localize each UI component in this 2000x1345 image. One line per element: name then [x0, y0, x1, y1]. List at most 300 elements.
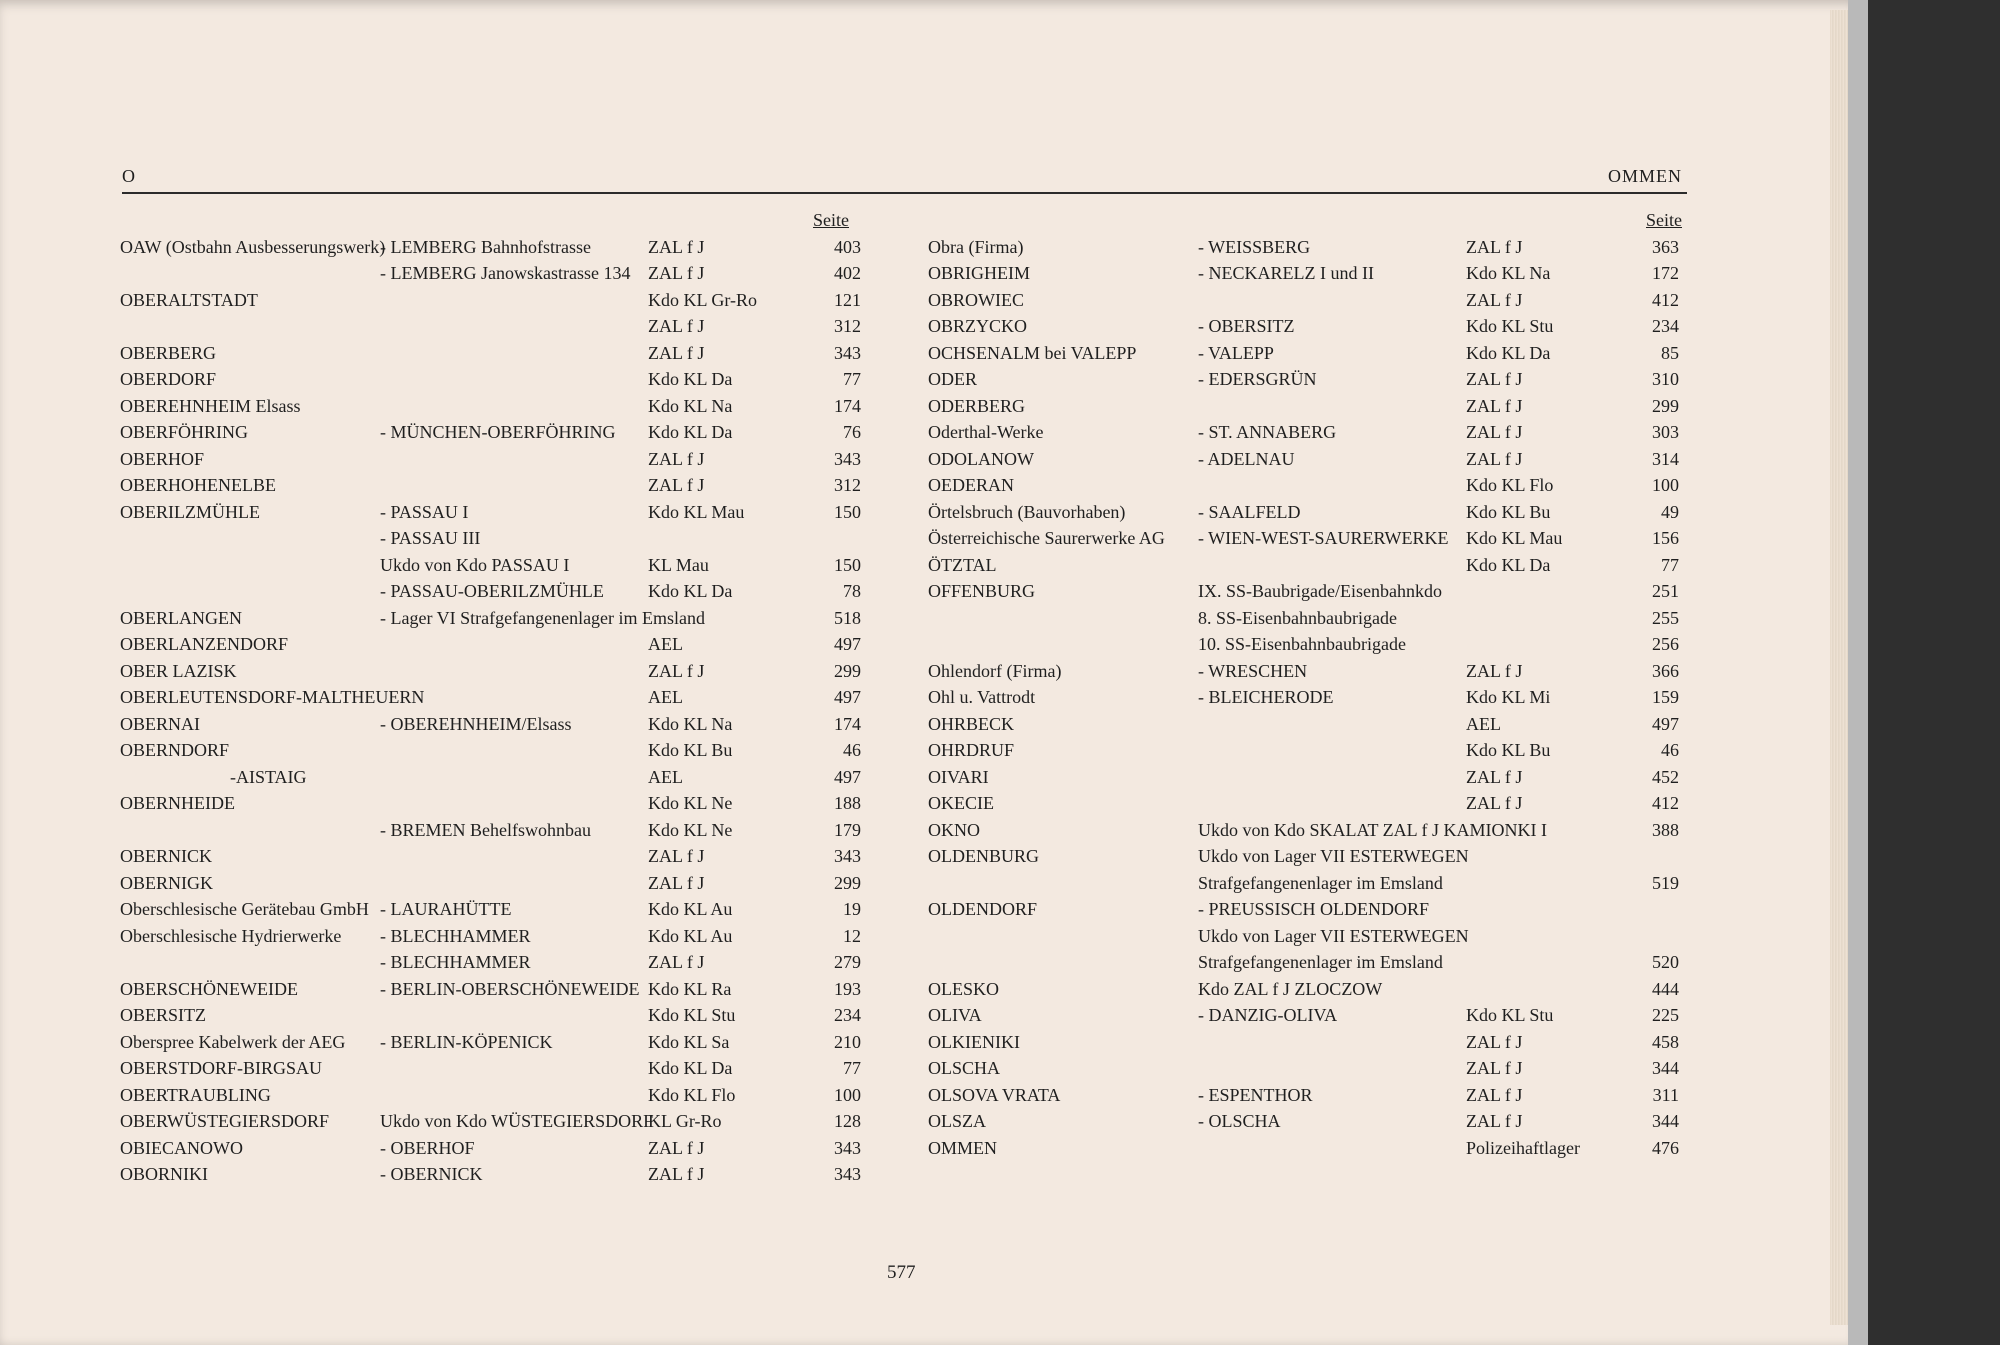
index-entry [120, 714, 875, 741]
entry-camp: Kdo KL Na [648, 395, 733, 416]
entry-name: OLSCHA [928, 1058, 1001, 1078]
entry-page: 156 [1652, 528, 1679, 548]
entry-name: OBERSCHÖNEWEIDE [120, 978, 298, 999]
entry-page: 344 [1652, 1058, 1679, 1078]
entry-page: 311 [1652, 1084, 1679, 1105]
entry-name: Österreichische Saurerwerke AG [928, 528, 1165, 548]
entry-name: OIVARI [928, 766, 989, 787]
entry-camp: AEL [648, 634, 683, 654]
index-entry [928, 263, 1703, 290]
entry-page: 77 [843, 1058, 861, 1078]
index-entry [928, 1085, 1703, 1112]
index-entry [928, 422, 1703, 449]
entry-location: - LEMBERG Bahnhofstrasse [380, 236, 591, 257]
entry-location: Strafgefangenenlager im Emsland [1198, 872, 1443, 893]
index-entry [120, 290, 875, 317]
entry-location: - BERLIN-KÖPENICK [380, 1031, 553, 1052]
index-entry [928, 502, 1703, 529]
index-entry [928, 343, 1703, 370]
entry-location: - VALEPP [1198, 342, 1274, 363]
entry-page: 458 [1652, 1031, 1679, 1052]
entry-name: OBORNIKI [120, 1164, 208, 1184]
entry-name: OMMEN [928, 1137, 998, 1158]
entry-page: 343 [834, 1137, 861, 1158]
index-entry [928, 369, 1703, 396]
entry-location: - LAURAHÜTTE [380, 899, 512, 919]
index-entry [928, 634, 1703, 661]
entry-page: 452 [1652, 766, 1679, 787]
entry-camp: Kdo KL Da [648, 369, 733, 389]
entry-page: 188 [834, 793, 861, 813]
entry-page: 159 [1652, 687, 1679, 707]
entry-name: OBERLANGEN [120, 607, 242, 628]
entry-page: 497 [834, 634, 861, 654]
header-letter: O [122, 166, 136, 186]
entry-location: - ADELNAU [1198, 448, 1295, 469]
entry-page: 299 [1652, 395, 1679, 416]
entry-camp: AEL [648, 766, 683, 787]
background [1868, 0, 2000, 1345]
entry-location: 8. SS-Eisenbahnbaubrigade [1198, 607, 1397, 628]
entry-location: - OBERSITZ [1198, 316, 1295, 336]
entry-name: ODER [928, 369, 977, 389]
entry-page: 299 [834, 660, 861, 681]
index-entry [928, 396, 1703, 423]
entry-location: - BLECHHAMMER [380, 925, 531, 946]
entry-page: 19 [843, 899, 861, 919]
entry-camp: Kdo KL Gr-Ro [648, 289, 757, 310]
entry-camp: Kdo KL Ra [648, 978, 732, 999]
entry-name: OBERLEUTENSDORF-MALTHEUERN [120, 687, 425, 707]
entry-camp: Kdo KL Mi [1466, 687, 1551, 707]
entry-camp: Kdo KL Stu [648, 1005, 736, 1025]
entry-camp: Kdo KL Ne [648, 819, 733, 840]
entry-name: OBERNIGK [120, 872, 213, 893]
index-entry [928, 316, 1703, 343]
entry-camp: Polizeihaftlager [1466, 1137, 1580, 1158]
entry-page: 366 [1652, 660, 1679, 681]
header-rule [122, 192, 1687, 194]
entry-location: Ukdo von Lager VII ESTERWEGEN [1198, 846, 1469, 866]
index-entry [928, 793, 1703, 820]
entry-name: OBERHOF [120, 448, 205, 469]
index-entry [928, 740, 1703, 767]
entry-camp: Kdo KL Flo [648, 1084, 736, 1105]
index-entry [928, 1111, 1703, 1138]
entry-location: - WRESCHEN [1198, 660, 1308, 681]
entry-camp: ZAL f J [648, 316, 705, 336]
entry-camp: ZAL f J [1466, 236, 1523, 257]
entry-name: OBERTRAUBLING [120, 1084, 271, 1105]
index-entry [120, 502, 875, 529]
index-entry [120, 873, 875, 900]
index-entry [120, 1085, 875, 1112]
entry-camp: AEL [1466, 713, 1501, 734]
entry-page: 234 [834, 1005, 861, 1025]
entry-camp: ZAL f J [648, 475, 705, 495]
entry-camp: ZAL f J [648, 448, 705, 469]
entry-page: 46 [1661, 740, 1679, 760]
index-entry [120, 820, 875, 847]
index-entry [120, 1164, 875, 1191]
entry-page: 497 [834, 687, 861, 707]
entry-camp: Kdo KL Stu [1466, 1005, 1554, 1025]
index-entry [928, 767, 1703, 794]
entry-name: OAW (Ostbahn Ausbesserungswerk) [120, 236, 386, 257]
entry-page: 12 [843, 925, 861, 946]
entry-page: 497 [1652, 713, 1679, 734]
entry-page: 412 [1652, 793, 1679, 813]
entry-page: 279 [834, 952, 861, 972]
entry-page: 312 [834, 316, 861, 336]
entry-page: 444 [1652, 978, 1679, 999]
entry-camp: ZAL f J [1466, 660, 1523, 681]
entry-camp: Kdo KL Mau [648, 501, 745, 522]
entry-location: - Lager VI Strafgefangenenlager im Emsland [380, 607, 706, 628]
entry-location: - BREMEN Behelfswohnbau [380, 819, 591, 840]
entry-camp: Kdo KL Da [1466, 554, 1551, 575]
entry-camp: Kdo KL Au [648, 899, 733, 919]
index-entry [120, 899, 875, 926]
entry-name: ÖTZTAL [928, 554, 997, 575]
index-entry [120, 1058, 875, 1085]
entry-name: OLSOVA VRATA [928, 1084, 1061, 1105]
entry-page: 312 [834, 475, 861, 495]
index-entry [120, 369, 875, 396]
entry-location: - BLEICHERODE [1198, 687, 1334, 707]
entry-location: - BLECHHAMMER [380, 952, 531, 972]
entry-page: 476 [1652, 1137, 1679, 1158]
entry-camp: Kdo KL Da [648, 581, 733, 601]
entry-camp: ZAL f J [648, 952, 705, 972]
entry-location: Ukdo von Kdo PASSAU I [380, 554, 570, 575]
entry-page: 314 [1652, 448, 1679, 469]
entry-name: OKNO [928, 819, 980, 840]
entry-camp: ZAL f J [1466, 793, 1523, 813]
entry-camp: ZAL f J [1466, 289, 1523, 310]
entry-location: - BERLIN-OBERSCHÖNEWEIDE [380, 978, 640, 999]
entry-name: OBERBERG [120, 342, 217, 363]
entry-name: OBERNAI [120, 713, 200, 734]
entry-page: 100 [834, 1084, 861, 1105]
index-entry [928, 1032, 1703, 1059]
index-entry [120, 1111, 875, 1138]
entry-location: - WIEN-WEST-SAURERWERKE [1198, 528, 1449, 548]
entry-location: - PASSAU-OBERILZMÜHLE [380, 581, 604, 601]
entry-location: - LEMBERG Janowskastrasse 134 [380, 263, 631, 283]
entry-page: 497 [834, 766, 861, 787]
entry-camp: Kdo KL Bu [648, 740, 733, 760]
index-entry [928, 608, 1703, 635]
index-entry [120, 396, 875, 423]
index-entry [928, 926, 1703, 953]
entry-name: OBERFÖHRING [120, 422, 249, 442]
entry-camp: ZAL f J [648, 660, 705, 681]
entry-camp: ZAL f J [1466, 369, 1523, 389]
entry-page: 150 [834, 554, 861, 575]
entry-camp: Kdo KL Mau [1466, 528, 1563, 548]
entry-location: - MÜNCHEN-OBERFÖHRING [380, 422, 616, 442]
entry-page: 255 [1652, 607, 1679, 628]
entry-page: 78 [843, 581, 861, 601]
index-entry [120, 343, 875, 370]
entry-name: ODERBERG [928, 395, 1026, 416]
entry-camp: Kdo KL Stu [1466, 316, 1554, 336]
entry-name: OHRBECK [928, 713, 1015, 734]
entry-page: 174 [834, 395, 861, 416]
entry-page: 343 [834, 448, 861, 469]
entry-camp: Kdo KL Sa [648, 1031, 730, 1052]
index-entry [120, 475, 875, 502]
entry-page: 344 [1652, 1111, 1679, 1131]
entry-page: 251 [1652, 581, 1679, 601]
entry-location: - PASSAU I [380, 501, 469, 522]
entry-location: Kdo ZAL f J ZLOCZOW [1198, 978, 1383, 999]
entry-name: Ohl u. Vattrodt [928, 687, 1036, 707]
entry-page: 128 [834, 1111, 861, 1131]
index-entry [120, 740, 875, 767]
entry-name: OBERWÜSTEGIERSDORF [120, 1111, 330, 1131]
entry-name: OEDERAN [928, 475, 1014, 495]
index-entry [120, 1005, 875, 1032]
entry-camp: ZAL f J [1466, 1031, 1523, 1052]
entry-location: - EDERSGRÜN [1198, 369, 1317, 389]
entry-name: OHRDRUF [928, 740, 1015, 760]
index-entry [120, 263, 875, 290]
page-edges [1830, 10, 1848, 1325]
index-entry [120, 634, 875, 661]
entry-name: -AISTAIG [230, 766, 307, 787]
index-entry [928, 899, 1703, 926]
index-entry [928, 714, 1703, 741]
entry-page: 299 [834, 872, 861, 893]
entry-name: OLIVA [928, 1005, 982, 1025]
entry-camp: ZAL f J [648, 236, 705, 257]
entry-name: OBEREHNHEIM Elsass [120, 395, 301, 416]
entry-name: OBERHOHENELBE [120, 475, 276, 495]
entry-name: Oderthal-Werke [928, 422, 1044, 442]
index-entry [928, 1005, 1703, 1032]
entry-name: Oberschlesische Hydrierwerke [120, 925, 342, 946]
entry-name: OBERSITZ [120, 1005, 207, 1025]
entry-page: 343 [834, 846, 861, 866]
entry-page: 225 [1652, 1005, 1679, 1025]
entry-name: OBIECANOWO [120, 1137, 243, 1158]
index-entry [928, 687, 1703, 714]
entry-name: OLDENDORF [928, 899, 1038, 919]
entry-camp: ZAL f J [648, 846, 705, 866]
entry-camp: ZAL f J [1466, 395, 1523, 416]
entry-name: OBER LAZISK [120, 660, 237, 681]
entry-location: - OBERHOF [380, 1137, 475, 1158]
entry-name: Ohlendorf (Firma) [928, 660, 1062, 681]
entry-page: 193 [834, 978, 861, 999]
entry-camp: AEL [648, 687, 683, 707]
index-entry [120, 528, 875, 555]
right-index-column [928, 210, 1703, 1164]
index-entry [928, 555, 1703, 582]
entry-page: 303 [1652, 422, 1679, 442]
entry-page: 46 [843, 740, 861, 760]
entry-location: - PREUSSISCH OLDENDORF [1198, 899, 1430, 919]
header-keyword: OMMEN [1608, 166, 1683, 186]
index-entry [120, 555, 875, 582]
index-entry [928, 820, 1703, 847]
entry-camp: Kdo KL Na [648, 713, 733, 734]
entry-location: Strafgefangenenlager im Emsland [1198, 952, 1443, 972]
entry-location: - OBERNICK [380, 1164, 483, 1184]
entry-camp: Kdo KL Au [648, 925, 733, 946]
index-entry [120, 422, 875, 449]
entry-camp: ZAL f J [648, 1137, 705, 1158]
left-index-column [120, 210, 875, 1191]
entry-location: - ST. ANNABERG [1198, 422, 1337, 442]
right-seite-label: Seite [1646, 210, 1682, 230]
index-entry [928, 475, 1703, 502]
entry-name: OBERNHEIDE [120, 793, 235, 813]
entry-camp: ZAL f J [1466, 1084, 1523, 1105]
entry-page: 363 [1652, 236, 1679, 257]
entry-location: - PASSAU III [380, 528, 481, 548]
entry-name: OLSZA [928, 1111, 986, 1131]
index-entry [928, 237, 1703, 264]
entry-name: ODOLANOW [928, 448, 1034, 469]
entry-page: 77 [843, 369, 861, 389]
index-entry [120, 952, 875, 979]
entry-camp: Kdo KL Ne [648, 793, 733, 813]
index-entry [120, 793, 875, 820]
left-header-row [120, 210, 875, 237]
entry-camp: ZAL f J [648, 263, 705, 283]
entry-name: Obra (Firma) [928, 236, 1024, 257]
entry-location: - ESPENTHOR [1198, 1084, 1313, 1105]
index-entry [928, 290, 1703, 317]
entry-name: OBERSTDORF-BIRGSAU [120, 1058, 323, 1078]
entry-page: 76 [843, 422, 861, 442]
entry-camp: ZAL f J [1466, 1111, 1523, 1131]
entry-page: 234 [1652, 316, 1679, 336]
entry-location: Ukdo von Kdo WÜSTEGIERSDORF [380, 1111, 654, 1131]
right-header-row [928, 210, 1703, 237]
entry-page: 518 [834, 607, 861, 628]
entry-name: OBERALTSTADT [120, 289, 258, 310]
index-entry [928, 873, 1703, 900]
entry-page: 519 [1652, 872, 1679, 893]
entry-page: 210 [834, 1031, 861, 1052]
entry-page: 77 [1661, 554, 1679, 575]
entry-page: 85 [1661, 342, 1679, 363]
index-entry [928, 661, 1703, 688]
index-entry [120, 661, 875, 688]
entry-page: 388 [1652, 819, 1679, 840]
entry-name: OBERNDORF [120, 740, 230, 760]
entry-name: OBROWIEC [928, 289, 1024, 310]
index-entry [120, 1032, 875, 1059]
entry-name: OLKIENIKI [928, 1031, 1020, 1052]
entry-page: 402 [834, 263, 861, 283]
left-seite-label: Seite [813, 210, 849, 230]
entry-page: 256 [1652, 634, 1679, 654]
entry-camp: ZAL f J [648, 872, 705, 893]
entry-camp: ZAL f J [648, 1164, 705, 1184]
entry-camp: Kdo KL Bu [1466, 501, 1551, 522]
entry-location: IX. SS-Baubrigade/Eisenbahnkdo [1198, 581, 1442, 601]
entry-camp: Kdo KL Bu [1466, 740, 1551, 760]
index-entry [928, 581, 1703, 608]
entry-page: 310 [1652, 369, 1679, 389]
entry-camp: Kdo KL Na [1466, 263, 1551, 283]
entry-page: 150 [834, 501, 861, 522]
entry-page: 343 [834, 342, 861, 363]
entry-location: Ukdo von Lager VII ESTERWEGEN [1198, 925, 1469, 946]
entry-page: 100 [1652, 475, 1679, 495]
entry-camp: ZAL f J [1466, 1058, 1523, 1078]
entry-name: OBRIGHEIM [928, 263, 1030, 283]
entry-name: OBERDORF [120, 369, 217, 389]
index-entry [120, 581, 875, 608]
entry-name: Oberspree Kabelwerk der AEG [120, 1031, 346, 1052]
entry-location: - NECKARELZ I und II [1198, 263, 1374, 283]
entry-camp: ZAL f J [648, 342, 705, 363]
index-entry [120, 926, 875, 953]
entry-location: - OBEREHNHEIM/Elsass [380, 713, 572, 734]
entry-page: 403 [834, 236, 861, 257]
entry-location: - OLSCHA [1198, 1111, 1281, 1131]
entry-name: OLESKO [928, 978, 999, 999]
entry-camp: Kdo KL Da [648, 422, 733, 442]
entry-camp: Kdo KL Da [1466, 342, 1551, 363]
page-number: 577 [887, 1262, 916, 1283]
index-entry [928, 528, 1703, 555]
entry-name: OBERILZMÜHLE [120, 501, 260, 522]
entry-page: 172 [1652, 263, 1679, 283]
entry-camp: ZAL f J [1466, 448, 1523, 469]
entry-name: OCHSENALM bei VALEPP [928, 342, 1137, 363]
entry-page: 121 [834, 289, 861, 310]
index-entry [928, 449, 1703, 476]
index-entry [120, 979, 875, 1006]
entry-page: 412 [1652, 289, 1679, 310]
entry-page: 174 [834, 713, 861, 734]
index-entry [120, 237, 875, 264]
index-entry [120, 608, 875, 635]
index-entry [120, 846, 875, 873]
entry-camp: Kdo KL Da [648, 1058, 733, 1078]
entry-camp: KL Mau [648, 554, 709, 575]
index-entry [120, 767, 875, 794]
index-entry [120, 1138, 875, 1165]
entry-page: 343 [834, 1164, 861, 1184]
entry-name: OFFENBURG [928, 581, 1036, 601]
entry-name: Oberschlesische Gerätebau GmbH [120, 899, 369, 919]
index-entry [928, 1058, 1703, 1085]
entry-location: - SAALFELD [1198, 501, 1301, 522]
entry-camp: ZAL f J [1466, 422, 1523, 442]
entry-name: OLDENBURG [928, 846, 1039, 866]
entry-location: Ukdo von Kdo SKALAT ZAL f J KAMIONKI I [1198, 819, 1547, 840]
index-entry [928, 1138, 1703, 1165]
index-entry [120, 316, 875, 343]
index-entry [928, 952, 1703, 979]
entry-page: 49 [1661, 501, 1679, 522]
entry-location: 10. SS-Eisenbahnbaubrigade [1198, 634, 1406, 654]
entry-location: - WEISSBERG [1198, 236, 1311, 257]
entry-location: - DANZIG-OLIVA [1198, 1005, 1338, 1025]
book-cover-edge [1848, 0, 1868, 1345]
entry-name: OBERNICK [120, 846, 213, 866]
entry-camp: KL Gr-Ro [648, 1111, 722, 1131]
index-entry [120, 687, 875, 714]
